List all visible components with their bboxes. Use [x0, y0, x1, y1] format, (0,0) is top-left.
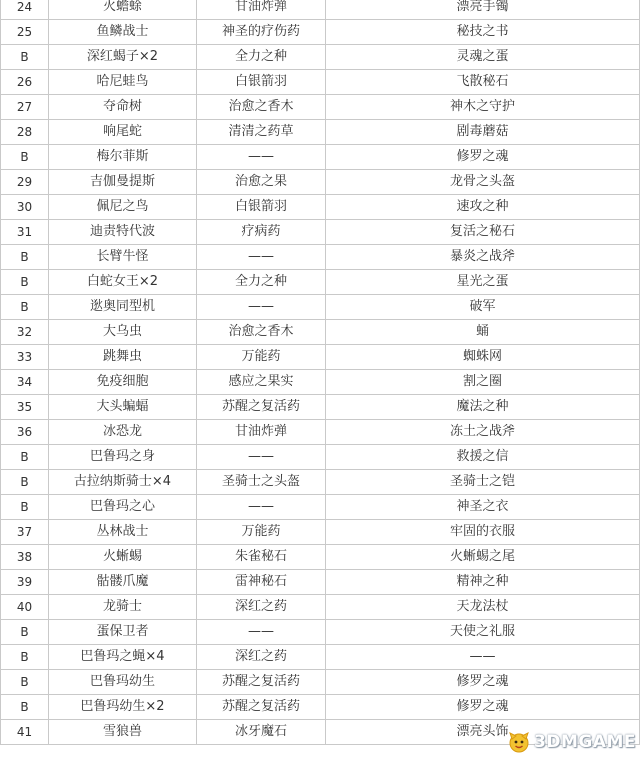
row-number-cell: 27: [1, 95, 49, 120]
monster-name-cell: 骷髅爪魔: [49, 570, 197, 595]
steal-item-cell: 治愈之香木: [197, 95, 326, 120]
drop-item-cell: 漂亮头饰: [326, 720, 640, 745]
steal-item-cell: 冰牙魔石: [197, 720, 326, 745]
row-number-cell: 30: [1, 195, 49, 220]
row-number-cell: 39: [1, 570, 49, 595]
table-row: [1, 170, 640, 195]
steal-item-cell: 治愈之果: [197, 170, 326, 195]
drop-item-cell: 复活之秘石: [326, 220, 640, 245]
table-row: [1, 470, 640, 495]
steal-item-cell: 神圣的疗伤药: [197, 20, 326, 45]
drop-item-cell: 速攻之种: [326, 195, 640, 220]
steal-item-cell: ——: [197, 620, 326, 645]
table-row: [1, 445, 640, 470]
drop-item-cell: 星光之蛋: [326, 270, 640, 295]
row-number-cell: 34: [1, 370, 49, 395]
drop-item-cell: 飞散秘石: [326, 70, 640, 95]
row-number-cell: 38: [1, 545, 49, 570]
monster-name-cell: 长臂牛怪: [49, 245, 197, 270]
drop-item-cell: 神圣之衣: [326, 495, 640, 520]
table-row: [1, 420, 640, 445]
monster-name-cell: 丛林战士: [49, 520, 197, 545]
drop-item-cell: 秘技之书: [326, 20, 640, 45]
monster-name-cell: 巴鲁玛之身: [49, 445, 197, 470]
drop-item-cell: 火蜥蜴之尾: [326, 545, 640, 570]
row-number-cell: B: [1, 645, 49, 670]
steal-item-cell: ——: [197, 495, 326, 520]
monster-name-cell: 免疫细胞: [49, 370, 197, 395]
table-row: [1, 45, 640, 70]
monster-name-cell: 龙骑士: [49, 595, 197, 620]
steal-item-cell: ——: [197, 295, 326, 320]
table-row: [1, 245, 640, 270]
drop-item-cell: 天使之礼服: [326, 620, 640, 645]
table-row: [1, 20, 640, 45]
watermark-text: 3DMGAME: [534, 732, 636, 752]
steal-item-cell: 圣骑士之头盔: [197, 470, 326, 495]
steal-item-cell: 全力之种: [197, 45, 326, 70]
drop-item-cell: 圣骑士之铠: [326, 470, 640, 495]
row-number-cell: 26: [1, 70, 49, 95]
drop-item-cell: 牢固的衣服: [326, 520, 640, 545]
drop-item-cell: 修罗之魂: [326, 670, 640, 695]
steal-item-cell: 深红之药: [197, 595, 326, 620]
table-row: [1, 95, 640, 120]
row-number-cell: 37: [1, 520, 49, 545]
drop-item-cell: 冻土之战斧: [326, 420, 640, 445]
monster-name-cell: 佩尼之鸟: [49, 195, 197, 220]
steal-item-cell: ——: [197, 245, 326, 270]
table-row: [1, 270, 640, 295]
row-number-cell: 41: [1, 720, 49, 745]
row-number-cell: B: [1, 445, 49, 470]
row-number-cell: 28: [1, 120, 49, 145]
table-row: [1, 595, 640, 620]
steal-item-cell: 雷神秘石: [197, 570, 326, 595]
drop-item-cell: 漂亮手镯: [326, 0, 640, 20]
steal-item-cell: 苏醒之复活药: [197, 695, 326, 720]
row-number-cell: 32: [1, 320, 49, 345]
steal-item-cell: 朱雀秘石: [197, 545, 326, 570]
monster-name-cell: 大乌虫: [49, 320, 197, 345]
table-row: [1, 0, 640, 20]
3dm-mascot-icon: [507, 730, 531, 754]
drop-item-cell: 破军: [326, 295, 640, 320]
steal-item-cell: 苏醒之复活药: [197, 395, 326, 420]
row-number-cell: B: [1, 495, 49, 520]
row-number-cell: 25: [1, 20, 49, 45]
row-number-cell: B: [1, 620, 49, 645]
table-row: [1, 620, 640, 645]
table-row: [1, 695, 640, 720]
drop-item-cell: ——: [326, 645, 640, 670]
table-row: [1, 195, 640, 220]
table-row: [1, 345, 640, 370]
table-row: [1, 520, 640, 545]
row-number-cell: 24: [1, 0, 49, 20]
monster-name-cell: 冰恐龙: [49, 420, 197, 445]
steal-item-cell: 深红之药: [197, 645, 326, 670]
steal-item-cell: 疗病药: [197, 220, 326, 245]
drop-item-cell: 修罗之魂: [326, 145, 640, 170]
monster-name-cell: 白蛇女王×2: [49, 270, 197, 295]
table-row: [1, 220, 640, 245]
drop-item-cell: 魔法之种: [326, 395, 640, 420]
row-number-cell: 31: [1, 220, 49, 245]
row-number-cell: 36: [1, 420, 49, 445]
monster-name-cell: 鱼鳞战士: [49, 20, 197, 45]
row-number-cell: B: [1, 270, 49, 295]
monster-name-cell: 巴鲁玛之心: [49, 495, 197, 520]
table-row: [1, 370, 640, 395]
steal-item-cell: ——: [197, 445, 326, 470]
drop-item-cell: 蛹: [326, 320, 640, 345]
row-number-cell: B: [1, 670, 49, 695]
steal-item-cell: 万能药: [197, 345, 326, 370]
drop-item-cell: 救援之信: [326, 445, 640, 470]
row-number-cell: B: [1, 45, 49, 70]
steal-item-cell: 甘油炸弹: [197, 420, 326, 445]
monster-name-cell: 巴鲁玛之蝇×4: [49, 645, 197, 670]
monster-name-cell: 迪责特代波: [49, 220, 197, 245]
steal-item-cell: 感应之果实: [197, 370, 326, 395]
table-row: [1, 570, 640, 595]
table-row: [1, 320, 640, 345]
table-row: [1, 645, 640, 670]
steal-item-cell: 苏醒之复活药: [197, 670, 326, 695]
monster-name-cell: 跳舞虫: [49, 345, 197, 370]
row-number-cell: 35: [1, 395, 49, 420]
table-row: [1, 395, 640, 420]
drop-item-cell: 暴炎之战斧: [326, 245, 640, 270]
steal-item-cell: ——: [197, 145, 326, 170]
drop-item-cell: 割之圈: [326, 370, 640, 395]
row-number-cell: B: [1, 695, 49, 720]
drop-item-cell: 神木之守护: [326, 95, 640, 120]
table-row: [1, 120, 640, 145]
monster-name-cell: 深红蝎子×2: [49, 45, 197, 70]
monster-name-cell: 逖奥同型机: [49, 295, 197, 320]
steal-item-cell: 白银箭羽: [197, 70, 326, 95]
monster-name-cell: 梅尔菲斯: [49, 145, 197, 170]
row-number-cell: 33: [1, 345, 49, 370]
drop-item-cell: 修罗之魂: [326, 695, 640, 720]
row-number-cell: 29: [1, 170, 49, 195]
monster-name-cell: 响尾蛇: [49, 120, 197, 145]
steal-item-cell: 全力之种: [197, 270, 326, 295]
watermark: [507, 728, 636, 756]
drop-item-cell: 蜘蛛网: [326, 345, 640, 370]
drop-item-cell: 天龙法杖: [326, 595, 640, 620]
monster-name-cell: 火蟾蜍: [49, 0, 197, 20]
steal-item-cell: 清清之药草: [197, 120, 326, 145]
monster-name-cell: 巴鲁玛幼生: [49, 670, 197, 695]
monster-name-cell: 哈尼蛙鸟: [49, 70, 197, 95]
drop-item-cell: 剧毒蘑菇: [326, 120, 640, 145]
monster-name-cell: 蛋保卫者: [49, 620, 197, 645]
table-body: [1, 0, 640, 745]
monster-name-cell: 雪狼兽: [49, 720, 197, 745]
row-number-cell: B: [1, 245, 49, 270]
table-row: [1, 545, 640, 570]
table-row: [1, 70, 640, 95]
steal-item-cell: 万能药: [197, 520, 326, 545]
table-row: [1, 495, 640, 520]
monster-name-cell: 火蜥蜴: [49, 545, 197, 570]
steal-item-cell: 甘油炸弹: [197, 0, 326, 20]
row-number-cell: B: [1, 295, 49, 320]
table-row: [1, 145, 640, 170]
monster-name-cell: 夺命树: [49, 95, 197, 120]
monster-name-cell: 吉伽曼提斯: [49, 170, 197, 195]
row-number-cell: 40: [1, 595, 49, 620]
steal-item-cell: 白银箭羽: [197, 195, 326, 220]
monster-name-cell: 古拉纳斯骑士×4: [49, 470, 197, 495]
drop-item-cell: 灵魂之蛋: [326, 45, 640, 70]
drop-item-cell: 精神之种: [326, 570, 640, 595]
steal-item-cell: 治愈之香木: [197, 320, 326, 345]
row-number-cell: B: [1, 145, 49, 170]
table-row: [1, 295, 640, 320]
monster-name-cell: 巴鲁玛幼生×2: [49, 695, 197, 720]
row-number-cell: B: [1, 470, 49, 495]
table-row: [1, 670, 640, 695]
drop-item-cell: 龙骨之头盔: [326, 170, 640, 195]
monster-name-cell: 大头蝙蝠: [49, 395, 197, 420]
